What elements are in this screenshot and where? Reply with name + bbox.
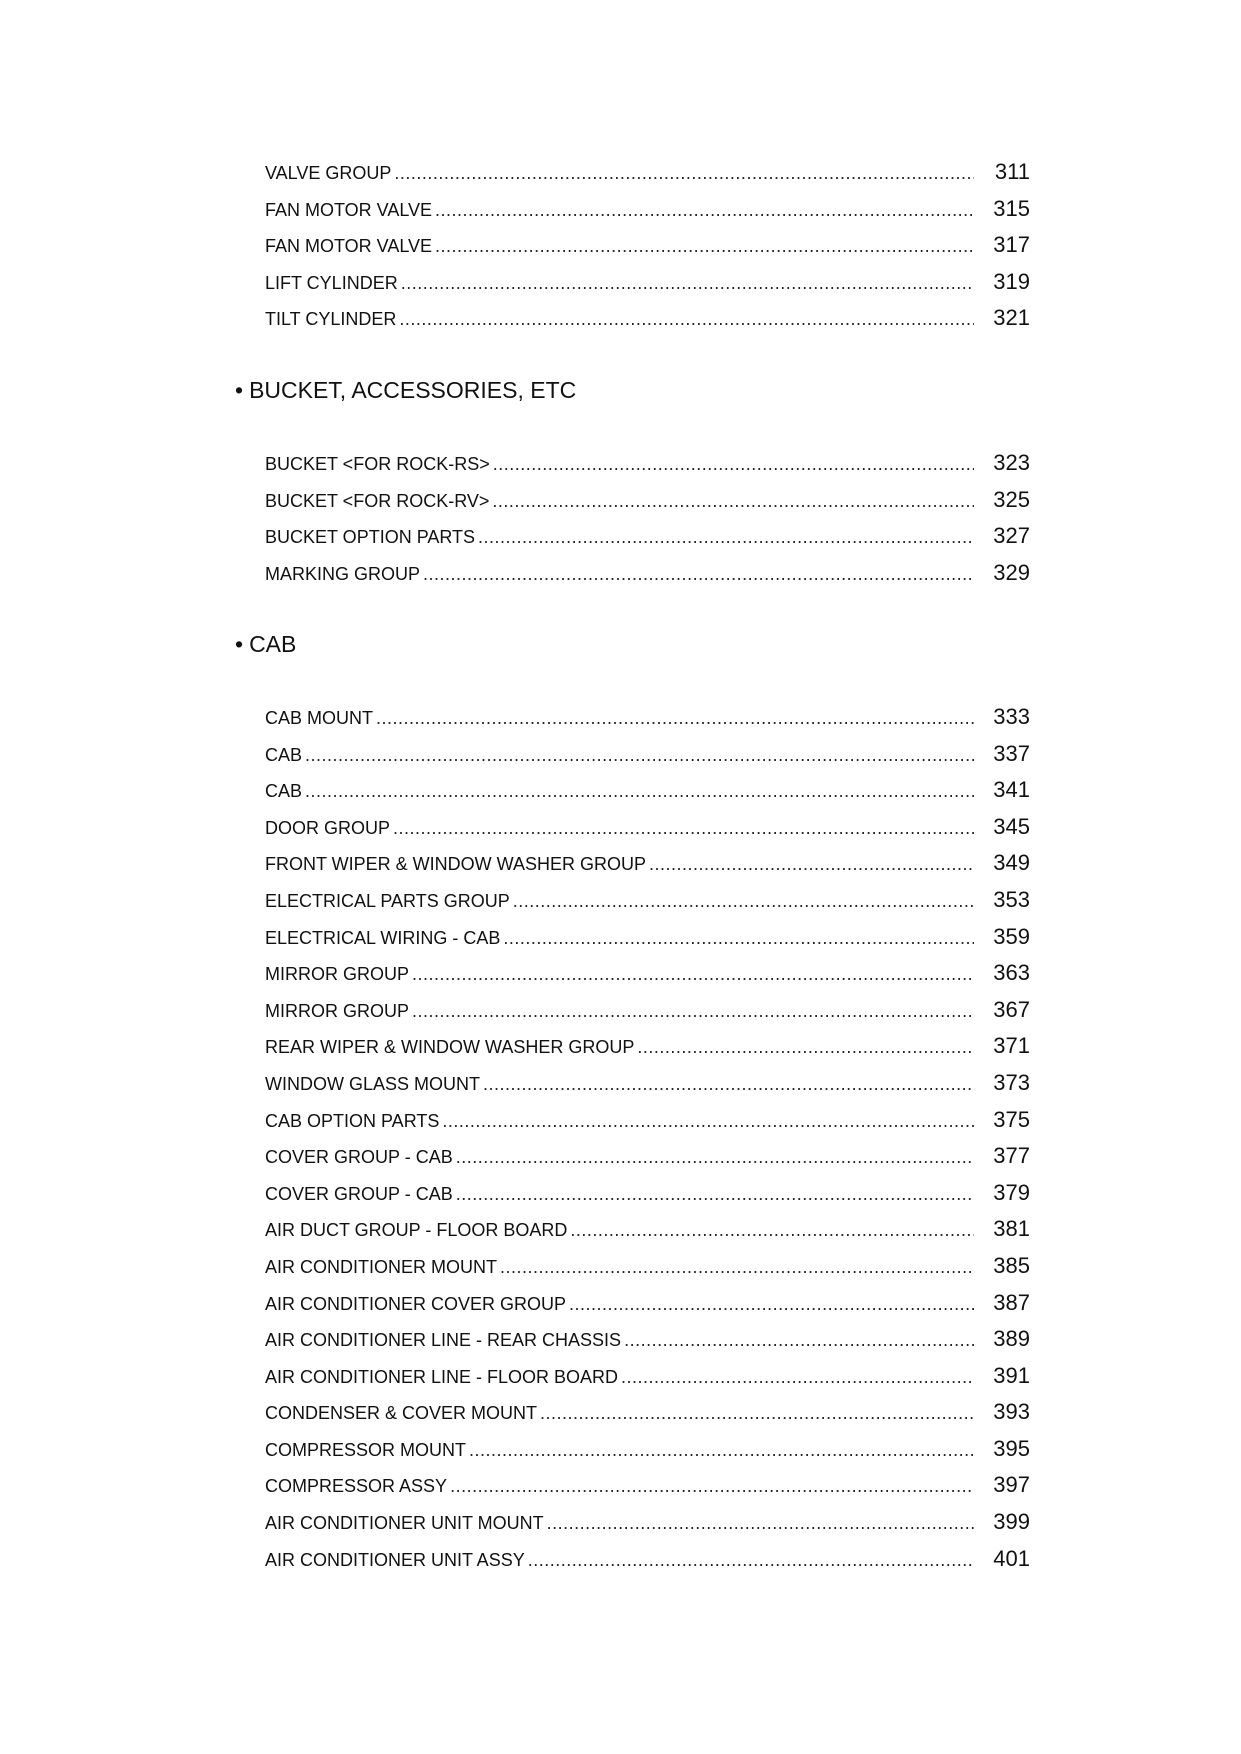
toc-entry-page: 327	[993, 523, 1030, 549]
dot-leader	[399, 301, 974, 337]
dot-leader	[412, 993, 974, 1029]
toc-entry-page: 349	[993, 850, 1030, 876]
toc-entry[interactable]	[265, 1102, 1030, 1139]
dot-leader	[478, 519, 974, 555]
toc-entry-title: VALVE GROUP	[265, 163, 392, 183]
dot-leader	[624, 1322, 974, 1358]
toc-entry[interactable]	[265, 699, 1030, 736]
section-heading-text: CAB	[249, 631, 297, 657]
toc-entry[interactable]	[265, 1065, 1030, 1102]
toc-entry-page: 315	[993, 195, 1030, 221]
toc-entry-title: MARKING GROUP	[265, 563, 421, 584]
toc-entry[interactable]	[265, 919, 1030, 956]
toc-entry-page: 371	[993, 1033, 1030, 1059]
toc-entry[interactable]	[265, 736, 1030, 773]
toc-entry-title: FAN MOTOR VALVE	[265, 236, 433, 257]
toc-entry-page: 375	[993, 1106, 1030, 1132]
dot-leader	[513, 883, 974, 919]
dot-leader	[442, 1103, 974, 1139]
toc-entry[interactable]	[265, 1541, 1030, 1578]
toc-entry-page: 387	[993, 1289, 1030, 1315]
toc-entry-title: AIR CONDITIONER LINE - FLOOR BOARD	[265, 1366, 619, 1387]
toc-entry-page: 395	[993, 1435, 1030, 1461]
toc-entry[interactable]	[265, 1394, 1030, 1431]
toc-entry[interactable]	[265, 518, 1030, 555]
toc-entry-page: 323	[993, 450, 1030, 475]
toc-entry-page: 341	[993, 777, 1030, 803]
toc-entry[interactable]	[265, 955, 1030, 992]
toc-entry[interactable]	[265, 1358, 1030, 1395]
toc-entry[interactable]	[265, 1285, 1030, 1322]
toc-entry-title: LIFT CYLINDER	[265, 272, 398, 293]
dot-leader	[492, 483, 974, 519]
toc-entry-page: 385	[993, 1252, 1030, 1278]
toc-group-cab-items	[265, 699, 1030, 1577]
dot-leader	[569, 1286, 974, 1322]
toc-entry-title: AIR CONDITIONER COVER GROUP	[265, 1293, 567, 1314]
toc-entry-title: CAB MOUNT	[265, 708, 373, 728]
toc-entry-title: BUCKET <FOR ROCK-RS>	[265, 454, 490, 474]
dot-leader	[435, 228, 974, 264]
dot-leader	[435, 192, 974, 228]
toc-entry[interactable]	[265, 1211, 1030, 1248]
toc-entry[interactable]	[265, 772, 1030, 809]
dot-leader	[493, 446, 974, 482]
toc-entry[interactable]	[265, 1321, 1030, 1358]
dot-leader	[540, 1395, 974, 1431]
toc-entry-title: COMPRESSOR MOUNT	[265, 1439, 467, 1460]
toc-entry-page: 363	[993, 960, 1030, 986]
toc-group-valve-items	[265, 154, 1030, 337]
bullet-icon: •	[235, 631, 244, 657]
dot-leader	[570, 1212, 974, 1248]
toc-entry-page: 379	[993, 1179, 1030, 1205]
toc-entry-page: 397	[993, 1472, 1030, 1498]
section-heading-text: BUCKET, ACCESSORIES, ETC	[249, 377, 577, 403]
toc-entry-title: ELECTRICAL WIRING - CAB	[265, 927, 501, 948]
toc-entry-page: 345	[993, 813, 1030, 839]
dot-leader	[503, 920, 974, 956]
toc-entry-title: AIR CONDITIONER UNIT MOUNT	[265, 1513, 544, 1534]
dot-leader	[483, 1066, 974, 1102]
toc-entry-title: CAB	[265, 781, 303, 802]
toc-entry-page: 325	[993, 486, 1030, 512]
toc-entry-page: 311	[994, 159, 1030, 184]
toc-entry-title: MIRROR GROUP	[265, 964, 409, 985]
dot-leader	[649, 846, 974, 882]
toc-entry-page: 321	[993, 305, 1030, 331]
toc-entry-title: ELECTRICAL PARTS GROUP	[265, 890, 510, 911]
toc-entry-page: 329	[993, 559, 1030, 585]
toc-entry-page: 377	[993, 1143, 1030, 1169]
toc-entry[interactable]	[265, 555, 1030, 592]
dot-leader	[528, 1542, 974, 1578]
toc-entry[interactable]	[265, 1504, 1030, 1541]
toc-entry-title: COMPRESSOR ASSY	[265, 1476, 448, 1497]
toc-entry[interactable]	[265, 227, 1030, 264]
dot-leader	[456, 1139, 974, 1175]
dot-leader	[401, 265, 974, 301]
toc-entry-page: 333	[993, 704, 1030, 729]
toc-entry[interactable]	[265, 845, 1030, 882]
toc-group-bucket-items	[265, 445, 1030, 591]
toc-entry[interactable]	[265, 1431, 1030, 1468]
toc-entry-page: 381	[993, 1216, 1030, 1242]
dot-leader	[547, 1505, 974, 1541]
toc-entry-page: 391	[993, 1362, 1030, 1388]
toc-entry-title: CAB	[265, 744, 303, 765]
toc-entry-title: BUCKET OPTION PARTS	[265, 527, 476, 548]
toc-entry-page: 337	[993, 740, 1030, 766]
toc-entry-title: DOOR GROUP	[265, 817, 391, 838]
toc-entry[interactable]	[265, 300, 1030, 337]
toc-entry-title: REAR WIPER & WINDOW WASHER GROUP	[265, 1037, 635, 1058]
toc-entry-page: 399	[993, 1509, 1030, 1535]
toc-entry-page: 319	[993, 268, 1030, 294]
dot-leader	[393, 810, 974, 846]
dot-leader	[423, 556, 974, 592]
toc-entry-page: 359	[993, 923, 1030, 949]
toc-entry[interactable]	[265, 992, 1030, 1029]
toc-entry-title: TILT CYLINDER	[265, 309, 397, 330]
section-heading-cab	[235, 629, 296, 659]
dot-leader	[394, 155, 974, 191]
toc-entry-title: AIR DUCT GROUP - FLOOR BOARD	[265, 1220, 568, 1241]
dot-leader	[450, 1468, 974, 1504]
toc-entry[interactable]	[265, 154, 1030, 191]
toc-entry-page: 317	[993, 232, 1030, 258]
dot-leader	[456, 1176, 974, 1212]
toc-entry-title: FRONT WIPER & WINDOW WASHER GROUP	[265, 854, 646, 875]
toc-entry-title: COVER GROUP - CAB	[265, 1147, 453, 1168]
toc-entry[interactable]	[265, 482, 1030, 519]
toc-entry[interactable]	[265, 264, 1030, 301]
toc-entry-title: AIR CONDITIONER UNIT ASSY	[265, 1549, 525, 1570]
toc-entry[interactable]	[265, 809, 1030, 846]
bullet-icon: •	[235, 377, 244, 403]
toc-entry-page: 393	[993, 1399, 1030, 1425]
toc-entry-page: 389	[993, 1326, 1030, 1352]
dot-leader	[469, 1432, 974, 1468]
toc-entry-title: MIRROR GROUP	[265, 1000, 409, 1021]
dot-leader	[500, 1249, 974, 1285]
dot-leader	[305, 737, 974, 773]
toc-entry[interactable]	[265, 1138, 1030, 1175]
toc-entry[interactable]	[265, 1248, 1030, 1285]
toc-entry-title: AIR CONDITIONER MOUNT	[265, 1256, 497, 1277]
toc-entry[interactable]	[265, 1175, 1030, 1212]
dot-leader	[621, 1359, 974, 1395]
section-heading-bucket	[235, 375, 576, 405]
toc-entry-title: CONDENSER & COVER MOUNT	[265, 1403, 538, 1424]
toc-entry[interactable]	[265, 1028, 1030, 1065]
toc-entry-page: 367	[993, 996, 1030, 1022]
toc-entry[interactable]	[265, 445, 1030, 482]
toc-entry-title: COVER GROUP - CAB	[265, 1183, 453, 1204]
dot-leader	[637, 1029, 974, 1065]
toc-entry-page: 373	[993, 1069, 1030, 1095]
toc-entry-title: BUCKET <FOR ROCK-RV>	[265, 490, 490, 511]
dot-leader	[305, 773, 974, 809]
dot-leader	[412, 956, 974, 992]
toc-entry-title: FAN MOTOR VALVE	[265, 199, 433, 220]
toc-entry-page: 353	[993, 886, 1030, 912]
toc-entry-title: CAB OPTION PARTS	[265, 1110, 440, 1131]
dot-leader	[376, 700, 974, 736]
toc-entry-title: AIR CONDITIONER LINE - REAR CHASSIS	[265, 1330, 622, 1351]
toc-entry-title: WINDOW GLASS MOUNT	[265, 1073, 480, 1094]
toc-entry-page: 401	[993, 1545, 1030, 1571]
toc-entry[interactable]	[265, 882, 1030, 919]
toc-entry[interactable]	[265, 1467, 1030, 1504]
toc-entry[interactable]	[265, 191, 1030, 228]
